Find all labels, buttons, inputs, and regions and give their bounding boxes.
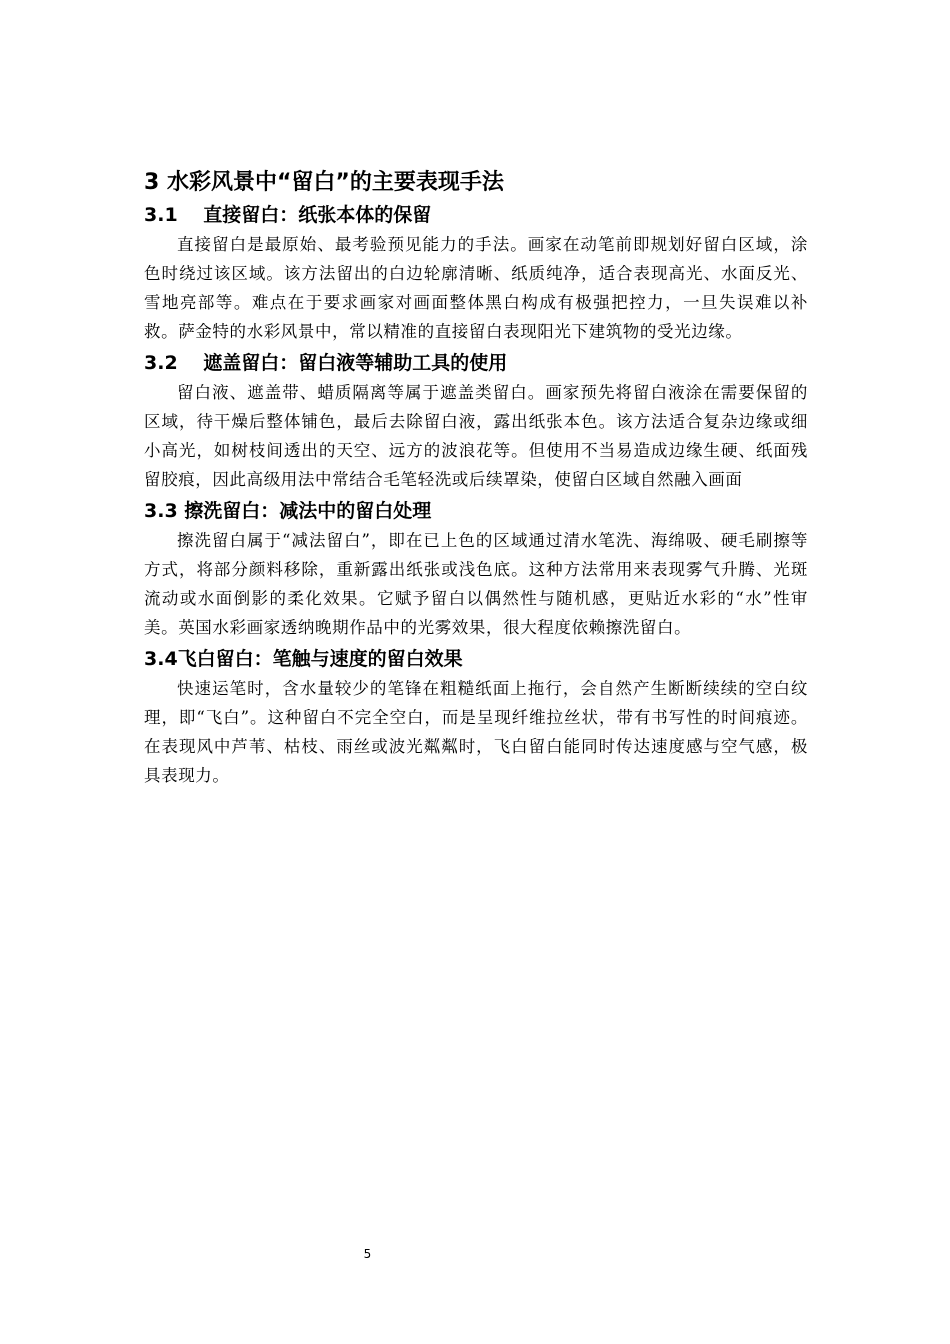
section-heading-3-2: 3.2 遮盖留白：留白液等辅助工具的使用 — [144, 352, 508, 374]
page-number: 5 — [363, 1247, 372, 1261]
page-content — [144, 168, 808, 792]
section-heading-3-4: 3.4飞白留白：笔触与速度的留白效果 — [144, 648, 463, 670]
chapter-title: 3 水彩风景中“留白”的主要表现手法 — [144, 170, 504, 195]
section-heading-3-3: 3.3 擦洗留白：减法中的留白处理 — [144, 500, 432, 522]
section-paragraph-3-1: 直接留白是最原始、最考验预见能力的手法。画家在动笔前即规划好留白区域，涂色时绕过该区域。该方法留出的白边轮廓清晰、纸质纯净，适合表现高光、水面反光、雪地亮部等。难点在于要求画家对画面整体黑白构成有极强把控力，一旦失误难以补救。萨金特的水彩风景中，常以精准的直接留白表现阳光下建筑物的受光边缘。 — [144, 235, 808, 341]
section-paragraph-3-2: 留白液、遮盖带、蜡质隔离等属于遮盖类留白。画家预先将留白液涂在需要保留的区域，待干燥后整体铺色，最后去除留白液，露出纸张本色。该方法适合复杂边缘或细小高光，如树枝间透出的天空、远方的波浪花等。但使用不当易造成边缘生硬、纸面残留胶痕，因此高级用法中常结合毛笔轻洗或后续罩染，使留白区域自然融入画面 — [144, 383, 808, 489]
section-paragraph-3-3: 擦洗留白属于“减法留白”，即在已上色的区域通过清水笔洗、海绵吸、硬毛刷擦等方式，将部分颜料移除，重新露出纸张或浅色底。这种方法常用来表现雾气升腾、光斑流动或水面倒影的柔化效果。它赋予留白以偶然性与随机感，更贴近水彩的“水”性审美。英国水彩画家透纳晚期作品中的光雾效果，很大程度依赖擦洗留白。 — [144, 531, 808, 637]
section-heading-3-1: 3.1 直接留白：纸张本体的保留 — [144, 204, 432, 226]
section-paragraph-3-4: 快速运笔时，含水量较少的笔锋在粗糙纸面上拖行，会自然产生断断续续的空白纹理，即“飞白”。这种留白不完全空白，而是呈现纤维拉丝状，带有书写性的时间痕迹。在表现风中芦苇、枯枝、雨丝或波光粼粼时，飞白留白能同时传达速度感与空气感，极具表现力。 — [144, 679, 808, 785]
